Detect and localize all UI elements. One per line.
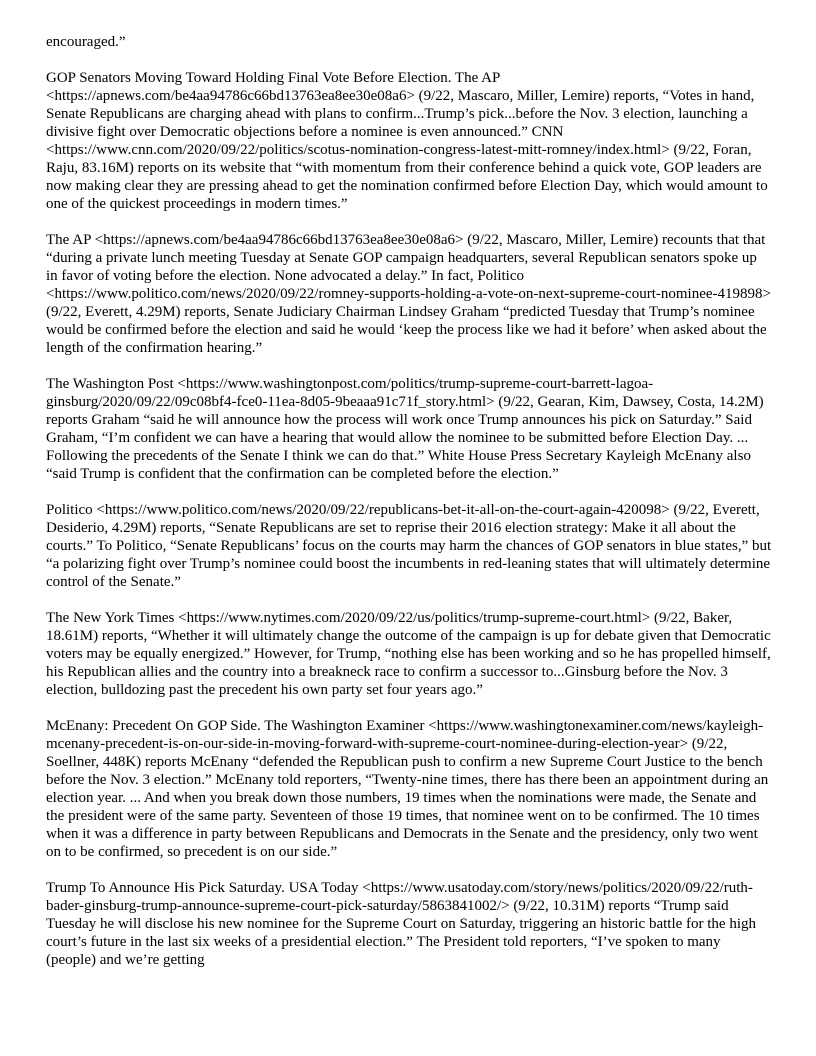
paragraph-new-york-times: The New York Times <https://www.nytimes.com/2020/09/22/us/politics/trump-supreme-court.html> (9/22, Baker, 18.61M) reports, “Whether it will ultimately change the outcome of the campaign is up for debate given that Democratic voters may be equally energized.” However, for Trump, “nothing else has been working and so he has propelled himself, his Republican allies and the country into a breakneck race to confirm a successor to...Ginsburg before the Nov. 3 election, bulldozing past the precedent his own party set four years ago.” [46, 610, 771, 698]
document-page [46, 33, 772, 987]
paragraph-washington-post-graham: The Washington Post <https://www.washingtonpost.com/politics/trump-supreme-court-barrett-lagoa-ginsburg/2020/09/22/09c08bf4-fce0-11ea-8d05-9beaaa91c71f_story.html> (9/22, Gearan, Kim, Dawsey, Costa, 14.2M) reports Graham “said he will announce how the process will work once Trump announces his pick on Saturday.” Said Graham, “I’m confident we can have a hearing that would allow the nominee to be submitted before Election Day. ... Following the precedents of the Senate I think we can do that.” White House Press Secretary Kayleigh McEnany also “said Trump is confident that the confirmation can be completed before the election.” [46, 376, 764, 482]
paragraph-continuation: encouraged.” [46, 34, 126, 50]
paragraph-politico-strategy: Politico <https://www.politico.com/news/2020/09/22/republicans-bet-it-all-on-the-court-again-420098> (9/22, Everett, Desiderio, 4.29M) reports, “Senate Republicans are set to reprise their 2016 election strategy: Make it all about the courts.” To Politico, “Senate Republicans’ focus on the courts may harm the chances of GOP senators in blue states,” but “a polarizing fight over Trump’s nominee could boost the incumbents in red-leaning states that will ultimately determine control of the Senate.” [46, 502, 772, 590]
paragraph-trump-announce-saturday: Trump To Announce His Pick Saturday. USA Today <https://www.usatoday.com/story/news/politics/2020/09/22/ruth-bader-ginsburg-trump-announce-supreme-court-pick-saturday/5863841002/> (9/22, 10.31M) reports “Trump said Tuesday he will disclose his new nominee for the Supreme Court on Saturday, triggering an historic battle for the high court’s future in the last six weeks of a presidential election.” The President told reporters, “I’ve spoken to many (people) and we’re getting [46, 880, 757, 968]
paragraph-mcenany-precedent: McEnany: Precedent On GOP Side. The Washington Examiner <https://www.washingtonexaminer.com/news/kayleigh-mcenany-precedent-is-on-our-side-in-moving-forward-with-supreme-court-nominee-during-election-year> (9/22, Soellner, 448K) reports McEnany “defended the Republican push to confirm a new Supreme Court Justice to the bench before the Nov. 3 election.” McEnany told reporters, “Twenty-nine times, there has there been an appointment during an election year. ... And when you break down those numbers, 19 times when the nominations were made, the Senate and the president were of the same party. Seventeen of those 19 times, that nominee went on to be confirmed. The 10 times when it was a difference in party between Republicans and Democrats in the Senate and the presidency, only two went on to be confirmed, so precedent is on our side.” [46, 718, 769, 860]
paragraph-gop-senators-final-vote: GOP Senators Moving Toward Holding Final Vote Before Election. The AP <https://apnews.com/be4aa94786c66bd13763ea8ee30e08a6> (9/22, Mascaro, Miller, Lemire) reports, “Votes in hand, Senate Republicans are charging ahead with plans to confirm...Trump’s pick...before the Nov. 3 election, launching a divisive fight over Democratic objections before a nominee is even announced.” CNN <https://www.cnn.com/2020/09/22/politics/scotus-nomination-congress-latest-mitt-romney/index.html> (9/22, Foran, Raju, 83.16M) reports on its website that “with momentum from their conference behind a quick vote, GOP leaders are now making clear they are pressing ahead to get the nomination confirmed before Election Day, which would amount to one of the quickest proceedings in modern times.” [46, 70, 768, 212]
paragraph-ap-lunch-meeting: The AP <https://apnews.com/be4aa94786c66bd13763ea8ee30e08a6> (9/22, Mascaro, Miller, Lemire) recounts that that “during a private lunch meeting Tuesday at Senate GOP campaign headquarters, several Republican senators spoke up in favor of voting before the election. None advocated a delay.” In fact, Politico <https://www.politico.com/news/2020/09/22/romney-supports-holding-a-vote-on-next-supreme-court-nominee-419898> (9/22, Everett, 4.29M) reports, Senate Judiciary Chairman Lindsey Graham “predicted Tuesday that Trump’s nominee would be confirmed before the election and said he would ‘keep the process like we had it before’ when asked about the length of the confirmation hearing.” [46, 232, 771, 356]
